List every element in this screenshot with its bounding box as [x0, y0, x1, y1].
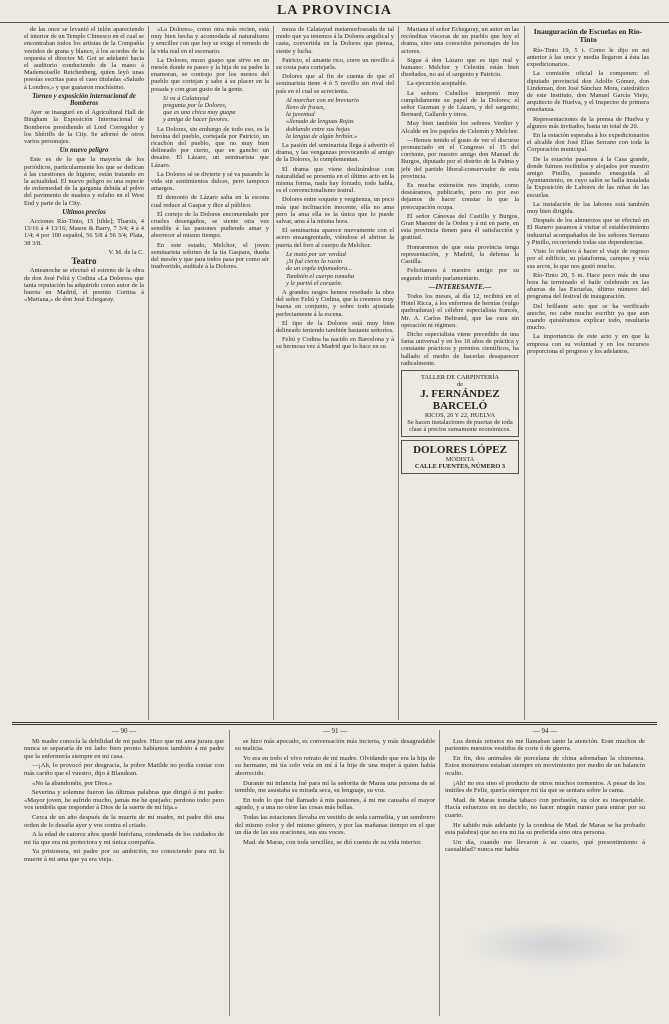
paragraph: Este es de lo que la mayoría de los periódicos, particularmente los que se dedican á las cuestiones de higiene, están tratando en la actualidad. El nuevo peligro es una especie de enfermedad de la garganta debida al polvo del pavimento de madera y esfalto en el West End y parte de la City. [24, 156, 144, 207]
paragraph: La Dolores sé se divierte y sé va pasando la vida sin sentimientos dulces, pero tampoco amargos. [151, 170, 269, 193]
paragraph: La ejecución aceptable. [407, 80, 468, 88]
column-4 [401, 26, 519, 720]
paragraph: La señora Cubellos interpretó muy cumplidamente su papel de la Dolores; el señor Guzman y de Lázaro, y del sargento; Bernard, Gallardo y otros. [401, 89, 519, 119]
column-2 [151, 26, 269, 720]
paragraph: Del brillante acto que se ha verificado anoche, no cabe mucho escribir ya que aun cuando quisiéramos explicar todo, resultaría mucho. [527, 302, 649, 332]
verse: Si va á Calatayud pregunta por la Dolores, que es una chica muy guapa y amiga de hacer favores. [163, 94, 236, 124]
paragraph: El drama que viene deslizándose con naturalidad se presenta en el último acto en la misma forma, nada hay forzado, todo habla, es el convencionalismo teatral. [276, 165, 394, 195]
paragraph: de las once se levantó el telón apareciendo el interior de un Templo Chinesco en el cual se encontraban todos los artistas de la Compañía vestidos de grana y blanco, á los acordes de la orquesta el director M. Got se adelantó hacia el auditorio conduciendo de la mano á Mademoiselle Reichenberg, quien leyó unas poesías escritas para el caso tituladas «Saludo á Londres,» y que gustaron muchísimo. [24, 26, 144, 91]
ad-line: de [456, 380, 464, 388]
paragraph: A grandes rasgos hemos reseñado la obra del señor Feliú y Codina, que la creemos muy buena en conjunto, y sobre todo ajustada perfectamente á la escena. [276, 288, 394, 318]
paragraph: A la edad de catorce años quedé huérfana, condenada de los cuidados de mi tía que era mi protectora y mi única compañía. [24, 831, 224, 846]
advertisement-modista [401, 440, 519, 474]
paragraph: Yo era en todo el vivo retrato de mi madre. Olvidando que era la hija de su hermano, mi tía solo veía en mí á la hija de una mujer á quien había aborrecido. [235, 754, 435, 777]
paragraph: se hizo más apocado, es conversación más incierta, y más desagradable su malicia. [235, 737, 435, 753]
paragraph: Representaciones de la prensa de Huelva y algunos más invitados, hasta un total de 20. [527, 115, 649, 130]
paragraph: Ya prisionera, mi padre por su ambición, no conociendo para mi la muerte á mi ama que ya era vieja. [24, 848, 224, 863]
column-5 [527, 26, 649, 720]
paragraph: Muy bien también los señores Verdier y Alcalde en los papeles de Celemín y Melchor. [401, 120, 519, 135]
paragraph: Es mucha extensión nos impide, como deseáramos, publicarlo, pero no por eso dejamos de hacer constar lo que la preocupación ocupa. [401, 182, 519, 211]
column-1 [24, 26, 144, 720]
paragraph: Anteanoche se efectuó el estreno de la obra de don José Feliú y Codina «La Dolores» que tanta reputación ha adquirido como autor de la huerta en Madrid, el premio Cortina á «Mariana,» de don José Echegaray. [24, 267, 144, 304]
serial-column-2 [235, 728, 435, 1018]
signature: V. M. de la C. [108, 248, 144, 256]
paragraph: Un día, cuando me llevaron á su cuarto, qué presentimiento á casualidad? nunca me había [445, 838, 645, 854]
ad-line: MODISTA [445, 455, 475, 463]
paragraph: Dolores que al fin de cuenta de que el seminarista tiene 4 ó 5 novillo sin rival del país en el cual se acrecienta. [276, 73, 394, 95]
paragraph: El seminarista aparece nuevamente con el acero ensangrentado, viéndose el abrirse la puerta del foro al cuerpo de Melchor. [276, 227, 394, 249]
section-heading: Torneo y exposición internacional de Bomberos [32, 92, 136, 108]
paragraph: El cortejo de la Dolores encomendado por crueles desengaños, se siente otra vez sensible á las pasiones pudiendo amar y aborrecer al mismo tiempo. [151, 210, 269, 240]
section-heading: Inauguración de Escuelas en Río-Tinto [533, 27, 643, 45]
paragraph: «No la abandonéis, por Dios.» [32, 779, 113, 787]
paragraph: Dicho especialista viene precedido de una fama universal y en los 18 años de práctica y constante prácticos y premios científicos, ha hallado el medio de hacerlas desaparecer radicalmente. [401, 330, 519, 367]
ad-name: DOLORES LÓPEZ [413, 443, 507, 456]
ad-name: J. FERNÁNDEZ BARCELÓ [420, 387, 500, 412]
paragraph: «La Dolores», como otra más recien, está muy bien hecha y acomodada al naturalismo y sencillez con que hoy se exige el remedo de la vida real en el escenario. [151, 26, 269, 55]
serial-column-1 [24, 728, 224, 1018]
ad-line: TALLER DE CARPINTERÍA [421, 373, 499, 381]
paragraph: La Dolores, sin embargo de todo eso, es la heroína del pueblo, cortejada por Patricio, un ricachón del pueblo, que no muy bien delineado por cierto, que en gancho un desaire. El Lázaro, un seminarista que Lázaro. [151, 125, 269, 169]
section-heading: Un nuevo peligro [59, 147, 109, 155]
paragraph: ¡Ah! no era sino el producto de otros muchos tormentos. A pesar de los inútiles de Feliz, quería siempre mi tía que se sentara sobre la cama. [445, 779, 645, 795]
library-stamp-shadow [462, 920, 642, 970]
folletin-separator [12, 722, 657, 723]
newspaper-title: LA PROVINCIA [276, 3, 393, 18]
paragraph: El demonio de Lázaro salta en la escena cual reduce al Gaspar y dice al público. [151, 194, 269, 209]
paragraph: Mi madre conocía la debilidad de mi padre. Hizo que mi ama jurara que nunca se separaría de mi lado: bien pronto habíamos también á mi padre que la enfermería siempre en mi casa. [24, 737, 224, 760]
paragraph: Honraremos de que esta provincia tenga representación, y Madrid, la defensa la Castilla. [401, 243, 519, 266]
serial-page-number: — 90 — [111, 728, 137, 735]
paragraph: Río-Tinto 19, 5 t. Como le dijo en mi anterior á las once y media llegaron á ésta las expedicionarios. [527, 46, 649, 69]
paragraph: En fin, dos animales de porcelana de china adornaban la chimenea. Estos monstruos estaban siempre en movimiento por medio de un balancín oculto. [445, 754, 645, 777]
paragraph: Mad. de Maras, con toda sencillez, se dió cuenta de su vida interior. [243, 838, 422, 846]
paragraph: moza de Calatayud metamorfoseada de tal modo que ya tenemos á la Dolores angelical y casta, convertida en la Dolores que piensa, siente y lucha. [276, 26, 394, 55]
column-divider [398, 26, 399, 720]
paragraph: El tipo de la Dolores está muy bien delineado teniendo también bastante señoríos. [276, 319, 394, 334]
paragraph: Ayer se inauguró en el Agricultural Hall de Bingham la Exposición Internacional de Bomberos presidiendo el Lord Corregidor y los Shériffs de la City. Se adornó de otros varios personajes. [24, 109, 144, 146]
paragraph: La importancia de este acto y en que la empresa con su voluntad y en los recursos proporciona el progreso y los adelantos. [527, 333, 649, 355]
serial-column-3 [445, 728, 645, 1018]
ad-line: Se hacen instalaciones de puertas de toda clase á precios sumamente económicos. [407, 418, 513, 433]
paragraph: La instalación de las labores está también muy bien dirigida. [527, 200, 649, 216]
section-heading: Ultimos precios [62, 208, 106, 216]
column-3 [276, 26, 394, 720]
paragraph: Después de los almuerzos que se efectuó en El Ranero pasamos á visitar el establecimiento industrial acompañados de los señores Serrano y Pinillo, recorriendo todas sus dependencias. [527, 217, 649, 246]
serial-page-number: — 94 — [532, 728, 558, 735]
column-divider [439, 730, 440, 1016]
folletin-separator [12, 724, 657, 725]
verse: Le mató por ser verdad ¡Si fué cierto la razón de un copla infamadora... También el cuerpo tomaba y le partió el corazón. [286, 250, 355, 287]
paragraph: Visto lo relativo á hacer el viaje de regreso por el edificio, su plataforma, campos y veía sus arcos, lo que nos gustó mucho. [527, 248, 649, 270]
column-divider [148, 26, 149, 720]
paragraph: Los demás retratos no me llamaban tanto la atención. Eran muchos de parientes nuestros vestidos de corte ó de guerra. [445, 737, 645, 753]
paragraph: Felicitamos á nuestro amigo por su segundo triunfo parlamentario. [401, 267, 519, 282]
advertisement-carpentry [401, 370, 519, 437]
section-heading: Teatro [71, 256, 97, 267]
paragraph: En este estado, Melchor, el joven seminarista sobrino de la tía Gaspara, dueña del mesón y que para todos pasa por como sér inadvertido, auditale á la Dolores. [151, 241, 269, 271]
paragraph: Acciones Río-Tinto, 15 [tilde]; Tharsis, 4 15/16 á 4 13/16; Mason & Barry, 7 3/4; 4 á 4 1/4; 4 por 100 español, 56 5/8 á 56 3/4; Plata, 38 3/8. [24, 218, 144, 247]
serial-page-number: — 91 — [322, 728, 348, 735]
ad-line: CALLE FUENTES, NÚMERO 3 [414, 462, 506, 470]
paragraph: Severina y solemne fueron las últimas palabras que dirigió á mi padre: «Mayor joven, he sufrido mucho, jamás me he quejado; perdono todo: pero vos tendréis que responder á Dios de la suerte de mi hija.» [24, 789, 224, 812]
paragraph: En todo lo que fué llamado á mis pasiones, á mi me causaba el mayor agrado, y a una no oírse las cosas más bellas. [235, 796, 435, 812]
paragraph: Mad. de Maras tomaba tabaco con profusión, su olor es insoportable. Hacía esfuerzos en no decirlo, no hacer ningún rumor para entrar por su cuarto. [445, 796, 645, 819]
paragraph: Feliú y Codina ha nacido en Barcelona y á su hermosa vez á Madrid que lo hace en su [276, 336, 394, 351]
paragraph: La comisión oficial la componen: el diputado provincial don Adolfo Gómez, don Lindeman, don José Sánchez Mora, catedrático de este Instituto, don Manuel García Viejo, arquitecto de Huelva, y el Inspector de primera enseñanza. [527, 70, 649, 114]
column-divider [273, 26, 274, 720]
paragraph: Patricio, el amante rico, corre un novillo á su costa para cortejarla. [276, 56, 394, 72]
column-divider [524, 26, 525, 720]
paragraph: De la estación pasamos á la Casa grande, donde fuimos recibidos y alojados por nuestro amigo Pinillo, pasando enseguida al Ayuntamiento, en cuyo salón se halla instalada la Exposición de Labores de las niñas de las escuelas. [527, 155, 649, 199]
paragraph: En la estación esperaba á los expedicionarios el alcalde don José Elías Serrano con toda la Corporación municipal. [527, 132, 649, 154]
paragraph: Todos los meses, al día 12, recibirá en el Hotel Ricca, á los enfermos de hernias (vulgo quebraduras) el célebre especialista francés, Mr. A. Carlos Beltrand, que las cura sin operación ni régimen. [401, 292, 519, 329]
column-divider [229, 730, 230, 1016]
paragraph: Sigue á don Lázaro que es tipo real y humano: Melchor y Celestin están bien diseñados, no así el sargento y Patricio. [401, 56, 519, 79]
paragraph: He sabido más adelante (y la condesa de Mad. de Maras se ha probado esta palabra) que no era mi tía su preferida sino otra persona. [445, 821, 645, 837]
upper-columns [24, 26, 649, 720]
paragraph: Río-Tinto 20, 5 m. Hace poco más de una hora ha terminado el baile celebrado en las afueras de las Escuelas, último número del programa del festival de inauguración. [527, 271, 649, 301]
paragraph: El señor Cánovas del Castillo y Burgos, Gran Maestre de la Orden y á mi en parte, en esta provincia tienen para él satisfacción y gratitud. [401, 212, 519, 242]
paragraph: Cerca de un año después de la muerte de mi madre, mi padre dió una orden de lo desafía ayer y vos contra el criado. [24, 813, 224, 829]
paragraph: —¡Ah, lo provocó por desgracia, la pobre Matilde no podía contar con más cariño que el vuestro, dijo á Blandean. [24, 762, 224, 777]
paragraph: Dolores entre soquete y vergüenza, un poco más que inclinación inocente, ella no ama pero la ama ella es la única que lo puede salvar, ama á la misma hora. [276, 196, 394, 226]
paragraph: Durante mi infancia fué para mí la señorita de Maras una persona de sé temible, me asustaba su mirada seca, su lenguaje, su voz. [235, 779, 435, 795]
paragraph: Todas las estaciones llevaba en vestido de seda carmelita, y un sombrero del mismo color y del mismo género, y por las mañanas tiempo en el que un día de las sus oraciones, sus sus voces. [235, 813, 435, 837]
section-heading: —INTERESANTE.— [428, 283, 492, 291]
paragraph: La pasión del seminarista llega á advertir el drama, y las venganzas provocando al amigo de la Dolores, lo complementan. [276, 142, 394, 164]
verse: Al marchar con mi breviario lleno de frases, la juventud «llenado de lenguas Rojas doblando entre sus hojas la lengua de algún bribón.» [286, 96, 360, 140]
paragraph: —Hemos tenido el gusto de ver el discurso pronunciado en el Congreso el 15 del corriente, por nuestro amigo don Manuel de Burgos, diputado por el distrito de la Palma y jefe del partido liberal-conservador de esta provincia. [401, 136, 519, 180]
paragraph: Mariana el señor Echegaray, un autor en las recónditas vísceras de un pueblo que hoy el drama, sino una conocidos personajes de los actores. [401, 26, 519, 55]
paragraph: La Dolores, mozo guapo que sirve en un mesón donde es paseo y la hija de su padre la enamoran, se contrajo por los menos del pueblo que cortejan y sabe á su placer en la posada y con gran gusto de la gente. [151, 56, 269, 93]
ad-line: RICOS, 20 Y 22, HUELVA [424, 411, 496, 419]
masthead [0, 0, 669, 23]
